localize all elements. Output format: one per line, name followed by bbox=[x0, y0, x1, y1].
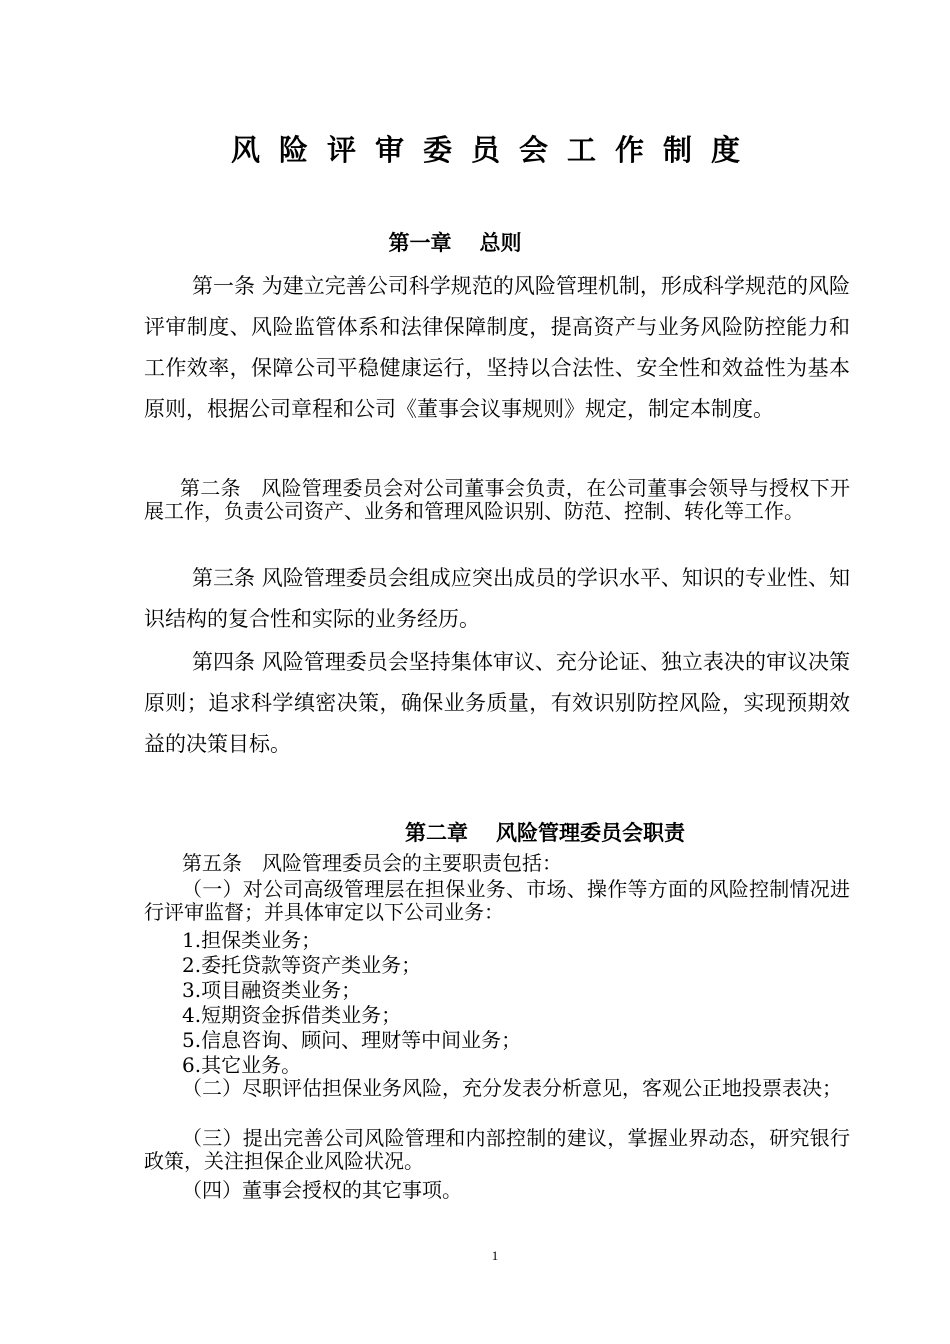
article-4: 第四条 风险管理委员会坚持集体审议、充分论证、独立表决的审议决策原则；追求科学缜密决策，确保业务质量，有效识别防控风险，实现预期效益的决策目标。 bbox=[144, 650, 850, 756]
chapter-1-number: 第一章 bbox=[388, 231, 452, 255]
chapter-2-heading bbox=[0, 818, 950, 848]
article-1: 第一条 为建立完善公司科学规范的风险管理机制，形成科学规范的风险评审制度、风险监管体系和法律保障制度，提高资产与业务风险防控能力和工作效率，保障公司平稳健康运行，坚持以合法性、安全性和效益性为基本原则，根据公司章程和公司《董事会议事规则》规定，制定本制度。 bbox=[144, 274, 850, 421]
duty-item-2: （二）尽职评估担保业务风险，充分发表分析意见，客观公正地投票表决； bbox=[182, 1076, 842, 1100]
document-title: 风险评审委员会工作制度 bbox=[230, 133, 759, 167]
business-item-5: 5.信息咨询、顾问、理财等中间业务； bbox=[182, 1028, 522, 1052]
article-2: 第二条 风险管理委员会对公司董事会负责，在公司董事会领导与授权下开展工作，负责公司资产、业务和管理风险识别、防范、控制、转化等工作。 bbox=[144, 476, 850, 523]
business-item-6: 6.其它业务。 bbox=[182, 1053, 302, 1077]
article-3: 第三条 风险管理委员会组成应突出成员的学识水平、知识的专业性、知识结构的复合性和实际的业务经历。 bbox=[144, 566, 850, 631]
chapter-2-number: 第二章 bbox=[405, 821, 468, 845]
chapter-2-title: 风险管理委员会职责 bbox=[496, 821, 685, 845]
duty-item-3: （三）提出完善公司风险管理和内部控制的建议，掌握业界动态，研究银行政策，关注担保企业风险状况。 bbox=[144, 1126, 850, 1173]
duty-item-1: （一）对公司高级管理层在担保业务、市场、操作等方面的风险控制情况进行评审监督；并具体审定以下公司业务： bbox=[144, 877, 850, 924]
chapter-1-title: 总则 bbox=[479, 231, 522, 255]
chapter-1-heading bbox=[0, 228, 910, 258]
business-item-1: 1.担保类业务； bbox=[182, 928, 322, 952]
business-item-3: 3.项目融资类业务； bbox=[182, 978, 362, 1002]
page-number: 1 bbox=[491, 1248, 499, 1263]
article-5: 第五条 风险管理委员会的主要职责包括： bbox=[182, 851, 562, 875]
business-item-4: 4.短期资金拆借类业务； bbox=[182, 1003, 402, 1027]
business-item-2: 2.委托贷款等资产类业务； bbox=[182, 953, 422, 977]
duty-item-4: （四）董事会授权的其它事项。 bbox=[182, 1178, 462, 1202]
